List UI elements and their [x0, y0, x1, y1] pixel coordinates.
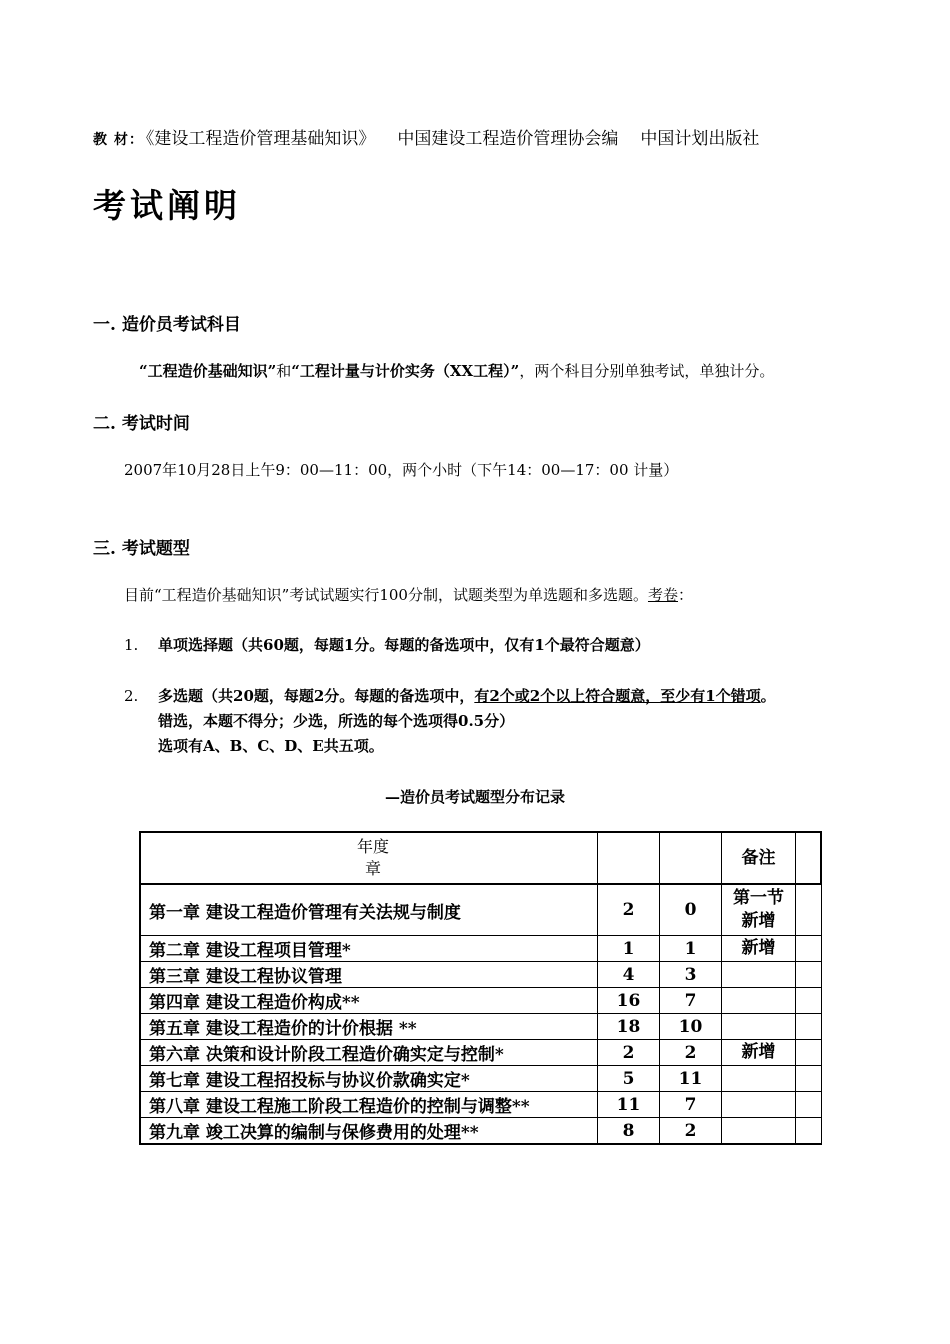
extra-cell — [796, 988, 822, 1014]
extra-cell — [796, 936, 822, 962]
chapter-cell: 第八章 建设工程施工阶段工程造价的控制与调整** — [140, 1092, 598, 1118]
section3-intro — [124, 584, 693, 605]
note-cell — [722, 1014, 796, 1040]
textbook-editor: 中国建设工程造价管理协会编 — [397, 129, 619, 149]
list-item-2 — [124, 685, 776, 706]
intro-text: 目前“工程造价基础知识”考试试题实行100分制，试题类型为单选题和多选题。 — [124, 586, 648, 604]
note-cell — [722, 1092, 796, 1118]
list-item-1 — [124, 634, 650, 655]
count-a-cell: 5 — [598, 1066, 660, 1092]
header-chapter: 章 — [364, 859, 381, 878]
count-a-cell: 18 — [598, 1014, 660, 1040]
table-row — [140, 1014, 821, 1040]
section3-heading: 三. 考试题型 — [93, 539, 190, 559]
section1-rest: ，两个科目分别单独考试，单独计分。 — [519, 362, 775, 380]
count-b-cell: 10 — [660, 1014, 722, 1040]
extra-cell — [796, 1066, 822, 1092]
item2-line3: 选项有A、B、C、D、E共五项。 — [158, 737, 384, 755]
extra-cell — [796, 1118, 822, 1145]
count-a-cell: 1 — [598, 936, 660, 962]
textbook-label: 教 材： — [93, 132, 144, 148]
count-a-cell: 11 — [598, 1092, 660, 1118]
chapter-cell: 第六章 决策和设计阶段工程造价确实定与控制* — [140, 1040, 598, 1066]
header-col-a — [598, 832, 660, 884]
table-caption: —造价员考试题型分布记录 — [384, 788, 565, 806]
header-year-chapter — [140, 832, 598, 884]
table-row — [140, 1066, 821, 1092]
section1-text — [139, 360, 774, 381]
table-row — [140, 1118, 821, 1145]
header-year: 年度 — [356, 837, 389, 856]
header-extra — [796, 832, 822, 884]
note-line-2: 新增 — [741, 911, 776, 931]
note-cell — [722, 1118, 796, 1145]
count-b-cell: 2 — [660, 1118, 722, 1145]
extra-cell — [796, 1014, 822, 1040]
count-b-cell: 2 — [660, 1040, 722, 1066]
chapter-cell: 第九章 竣工决算的编制与保修费用的处理** — [140, 1118, 598, 1145]
note-cell: 新增 — [722, 936, 796, 962]
note-line-1: 第一节 — [733, 888, 784, 908]
chapter-cell: 第二章 建设工程项目管理* — [140, 936, 598, 962]
section1-and: 和 — [276, 362, 292, 380]
textbook-line — [93, 124, 759, 149]
table-row — [140, 884, 821, 936]
exam-paper-link[interactable]: 考卷 — [647, 586, 678, 604]
note-cell — [722, 962, 796, 988]
subject1: “工程造价基础知识” — [139, 362, 277, 380]
page-title: 考试阐明 — [93, 186, 241, 225]
item1-number: 1. — [124, 636, 139, 654]
item2-line2: 错选，本题不得分；少选，所选的每个选项得0.5分） — [158, 712, 515, 730]
chapter-cell: 第一章 建设工程造价管理有关法规与制度 — [140, 884, 598, 936]
chapter-cell: 第五章 建设工程造价的计价根据 ** — [140, 1014, 598, 1040]
header-col-b — [660, 832, 722, 884]
count-b-cell: 0 — [660, 884, 722, 936]
table-row — [140, 1040, 821, 1066]
count-a-cell: 4 — [598, 962, 660, 988]
count-b-cell: 11 — [660, 1066, 722, 1092]
count-b-cell: 1 — [660, 936, 722, 962]
intro-end: ： — [678, 586, 694, 604]
count-b-cell: 7 — [660, 988, 722, 1014]
item2-text-a: 多选题（共20题，每题2分。每题的备选项中， — [158, 687, 475, 705]
table-row — [140, 1092, 821, 1118]
table-row — [140, 988, 821, 1014]
exam-time-text: 2007年10月28日上午9：00—11：00，两个小时（下午14：00—17：00 计量） — [124, 461, 679, 479]
item2-text-b: 。 — [760, 687, 776, 705]
count-a-cell: 16 — [598, 988, 660, 1014]
count-b-cell: 3 — [660, 962, 722, 988]
count-b-cell: 7 — [660, 1092, 722, 1118]
extra-cell — [796, 884, 822, 936]
textbook-publisher: 中国计划出版社 — [640, 129, 760, 149]
section2-heading: 二. 考试时间 — [93, 414, 190, 434]
item2-number: 2. — [124, 687, 139, 705]
note-cell: 新增 — [722, 1040, 796, 1066]
chapter-cell: 第三章 建设工程协议管理 — [140, 962, 598, 988]
textbook-book: 《建设工程造价管理基础知识》 — [145, 129, 376, 149]
count-a-cell: 8 — [598, 1118, 660, 1145]
extra-cell — [796, 1092, 822, 1118]
table-row — [140, 962, 821, 988]
note-cell — [722, 988, 796, 1014]
extra-cell — [796, 962, 822, 988]
count-a-cell: 2 — [598, 884, 660, 936]
header-note: 备注 — [722, 832, 796, 884]
note-cell — [722, 1066, 796, 1092]
count-a-cell: 2 — [598, 1040, 660, 1066]
chapter-cell: 第七章 建设工程招投标与协议价款确实定* — [140, 1066, 598, 1092]
note-cell — [722, 884, 796, 936]
table-header-row — [140, 832, 821, 884]
chapter-cell: 第四章 建设工程造价构成** — [140, 988, 598, 1014]
table-row — [140, 936, 821, 962]
item2-underlined: 有2个或2个以上符合题意，至少有1个错项 — [474, 687, 761, 705]
distribution-table — [139, 831, 822, 1145]
section1-heading: 一. 造价员考试科目 — [93, 315, 241, 335]
subject2: “工程计量与计价实务（XX工程）” — [291, 362, 520, 380]
item1-text: 单项选择题（共60题，每题1分。每题的备选项中，仅有1个最符合题意） — [158, 636, 650, 654]
extra-cell — [796, 1040, 822, 1066]
